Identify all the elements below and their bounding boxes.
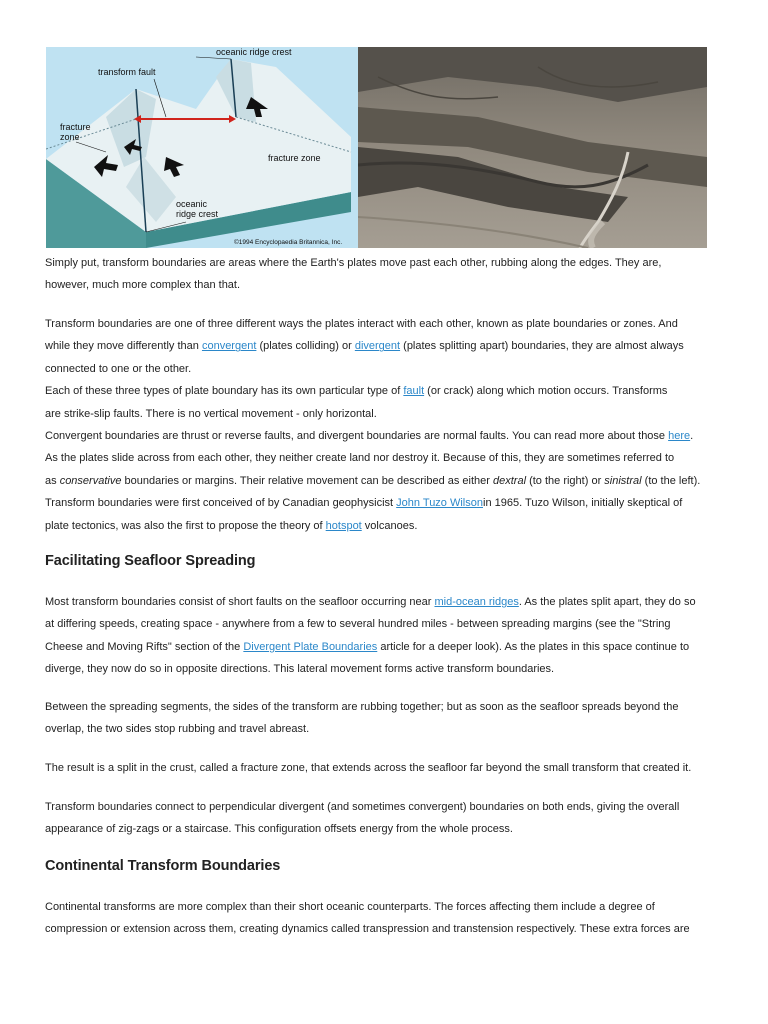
text-line: diverge, they now do so in opposite directions. This lateral movement forms active transform boundaries. [45, 663, 555, 676]
text-line: The result is a split in the crust, called a fracture zone, that extends across the seafloor far beyond the small transform that created it. [45, 762, 692, 774]
link-divergent[interactable]: divergent [354, 340, 401, 353]
text-line: overlap, the two sides stop rubbing and travel abreast. [45, 723, 310, 736]
text-line: are strike-slip faults. There is no vertical movement - only horizontal. [45, 407, 377, 420]
text-line: compression or extension across them, creating dynamics called transpression and transtension respectively. These extra forces are [45, 923, 690, 936]
text-line: plate tectonics, was also the first to propose the theory of hotspot volcanoes. [45, 519, 418, 532]
text-line: Cheese and Moving Rifts" section of the Divergent Plate Boundaries article for a deeper look). As the plates in this space continue to [45, 640, 690, 653]
heading-seafloor-spreading: Facilitating Seafloor Spreading [45, 553, 256, 569]
paragraph-three-types [45, 313, 725, 537]
link-here[interactable]: here [668, 430, 691, 443]
text-line: Between the spreading segments, the sides of the transform are rubbing together; but as soon as the seafloor spreads beyond the [45, 701, 679, 713]
label-fracture-zone-left-2: zone [60, 132, 80, 142]
paragraph-fracture-zone [45, 757, 725, 779]
text-line: appearance of zig-zags or a staircase. This configuration offsets energy from the whole process. [45, 823, 513, 836]
text-line: however, much more complex than that. [45, 279, 241, 292]
paragraph-continental [45, 896, 725, 941]
label-fracture-zone-left-1: fracture [60, 122, 91, 132]
paragraph-intro [45, 252, 725, 297]
link-divergent-plate-boundaries[interactable]: Divergent Plate Boundaries [243, 640, 378, 653]
text-line: Continental transforms are more complex than their short oceanic counterparts. The forces affecting them include a degree of [45, 901, 655, 913]
link-convergent[interactable]: convergent [201, 340, 257, 353]
text-line: Simply put, transform boundaries are areas where the Earth's plates move past each other, rubbing along the edges. They are, [45, 257, 662, 269]
heading-continental-transform: Continental Transform Boundaries [45, 858, 281, 874]
link-fault[interactable]: fault [403, 385, 425, 398]
link-mid-ocean-ridges[interactable]: mid-ocean ridges [434, 596, 519, 608]
text-line: at differing speeds, creating space - anywhere from a few to several hundred miles - between spreading margins (see the "String [45, 618, 671, 631]
label-transform-fault: transform fault [98, 67, 156, 77]
text-line: Each of these three types of plate boundary has its own particular type of fault (or crack) along which motion occurs. Transforms [45, 385, 668, 398]
label-oceanic-ridge-bottom-2: ridge crest [176, 209, 219, 219]
paragraph-spreading-segments [45, 696, 725, 741]
text-line: Most transform boundaries consist of short faults on the seafloor occurring near mid-ocean ridges. As the plates split apart, they do so [45, 596, 696, 608]
label-oceanic-ridge-bottom-1: oceanic [176, 199, 208, 209]
text-line: while they move differently than convergent (plates colliding) or divergent (plates splitting apart) boundaries, they are almost always [45, 340, 684, 353]
text-line: Transform boundaries were first conceived of by Canadian geophysicist John Tuzo Wilsonin 1965. Tuzo Wilson, initially skeptical of [45, 497, 683, 510]
link-john-tuzo-wilson[interactable]: John Tuzo Wilson [396, 497, 483, 510]
text-line: as conservative boundaries or margins. Their relative movement can be described as either dextral (to the right) or sinistral (to the left). [45, 474, 701, 487]
paragraph-zig-zags [45, 796, 725, 841]
text-line: connected to one or the other. [45, 362, 192, 375]
transform-fault-diagram [46, 47, 358, 248]
aerial-fault-photo [358, 47, 707, 248]
text-line: Transform boundaries are one of three different ways the plates interact with each other, known as plate boundaries or zones. And [45, 318, 678, 330]
text-line: As the plates slide across from each other, they neither create land nor destroy it. Because of this, they are sometimes referred to [45, 452, 675, 465]
text-line: Convergent boundaries are thrust or reverse faults, and divergent boundaries are normal faults. You can read more about those here. [45, 430, 694, 443]
figure-credit: ©1994 Encyclopaedia Britannica, Inc. [234, 239, 343, 246]
label-oceanic-ridge-crest-top: oceanic ridge crest [216, 47, 292, 57]
paragraph-seafloor [45, 591, 725, 681]
text-line: Transform boundaries connect to perpendicular divergent (and sometimes convergent) boundaries on both ends, giving the overall [45, 801, 680, 813]
link-hotspot[interactable]: hotspot [325, 519, 362, 532]
label-fracture-zone-right: fracture zone [268, 153, 321, 163]
